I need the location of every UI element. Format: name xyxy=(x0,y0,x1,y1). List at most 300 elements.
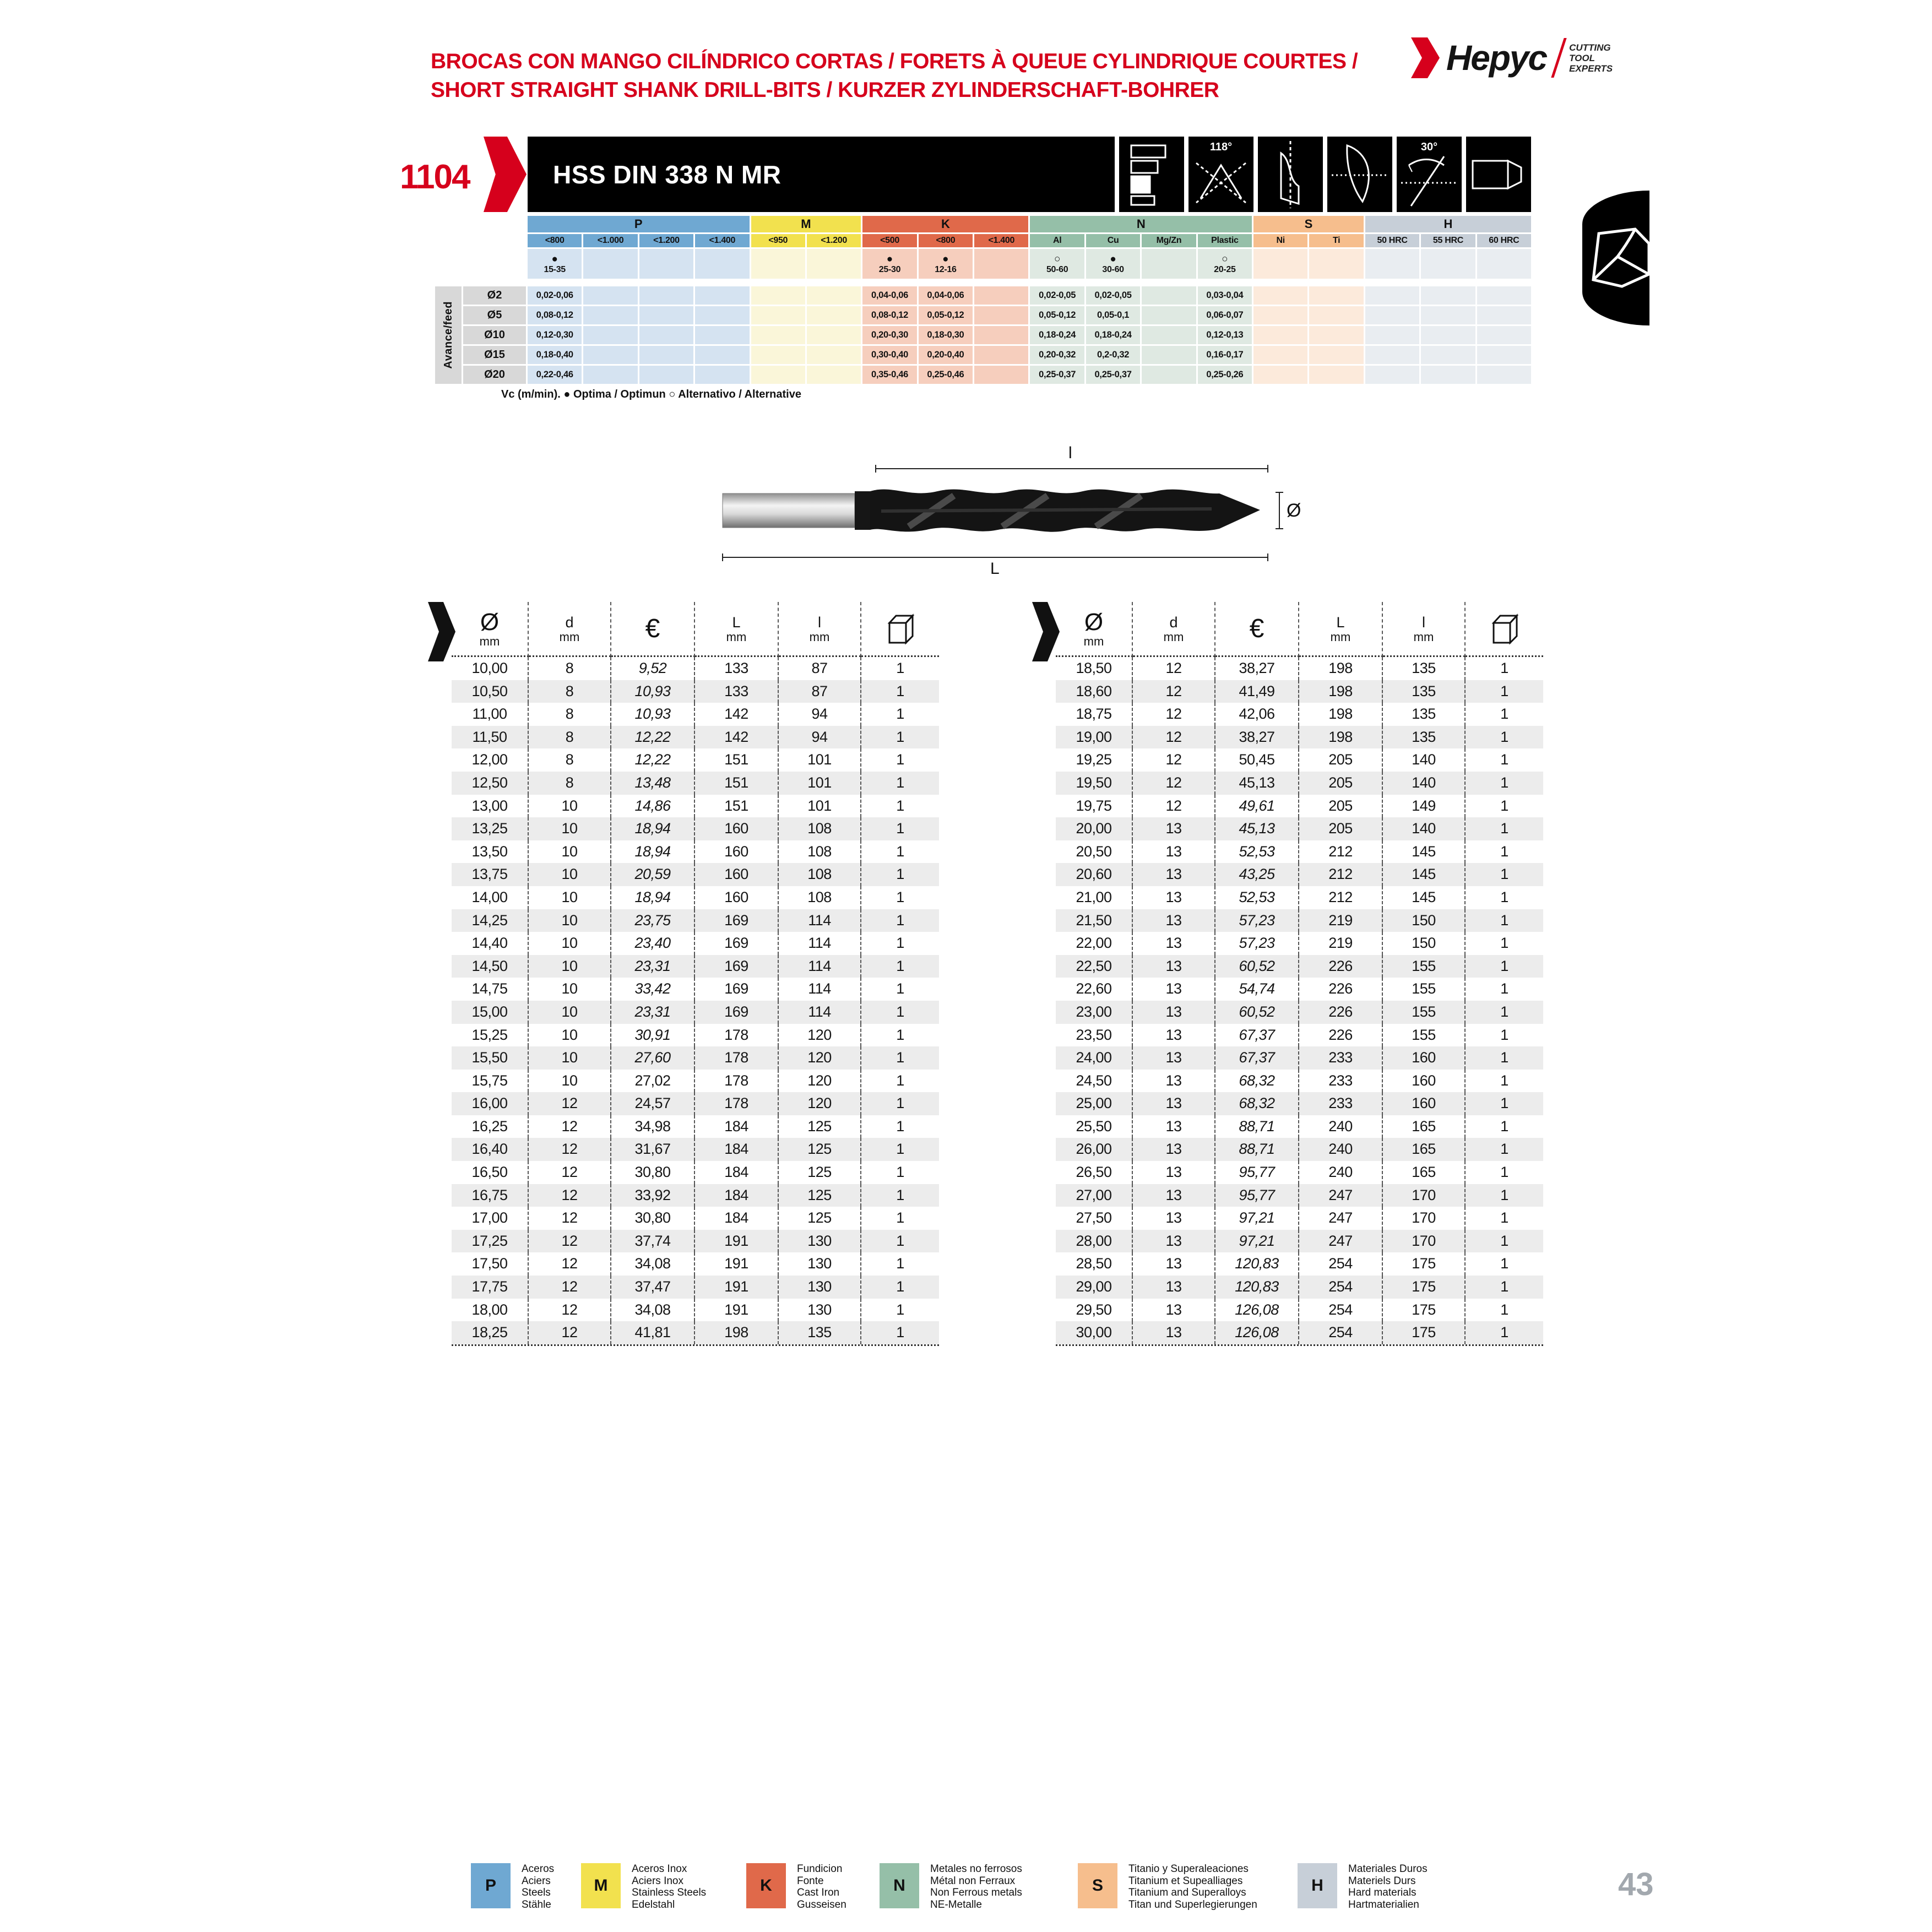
pack-cell: 1 xyxy=(1500,935,1508,952)
legend-text-line: Edelstahl xyxy=(632,1898,675,1911)
diameter-cell: 30,00 xyxy=(1056,1321,1133,1344)
flute-length-cell: 125 xyxy=(779,1207,861,1230)
feed-value-cell xyxy=(1253,326,1307,344)
flute-length-cell: 130 xyxy=(779,1299,861,1322)
flute-length-cell: 140 xyxy=(1383,772,1466,795)
brand-logo xyxy=(1408,37,1613,78)
legend-text-line: Titanio y Superaleaciones xyxy=(1128,1863,1249,1875)
legend-text-line: Non Ferrous metals xyxy=(930,1887,1022,1898)
feed-value-cell xyxy=(807,366,861,384)
cutting-speed-cell xyxy=(1477,249,1531,279)
total-length-cell: 184 xyxy=(695,1207,779,1230)
diameter-cell: 29,50 xyxy=(1056,1299,1133,1322)
pack-cell: 1 xyxy=(1466,1276,1543,1299)
total-length-cell: 226 xyxy=(1299,1001,1383,1024)
cutting-speed-cell xyxy=(1253,249,1307,279)
pack-cell: 1 xyxy=(1500,705,1508,723)
flute-length-cell: 160 xyxy=(1383,1046,1466,1070)
legend-item-M xyxy=(581,1863,706,1911)
cutting-speed-cell xyxy=(1365,249,1419,279)
diameter-cell: 26,50 xyxy=(1056,1161,1133,1184)
shank-cell: 12 xyxy=(529,1321,611,1344)
flute-length-cell: 170 xyxy=(1383,1230,1466,1253)
drill-tip-icon xyxy=(1258,137,1323,212)
flute-length-cell: 125 xyxy=(779,1115,861,1138)
shank-unit: mm xyxy=(1163,629,1184,644)
shank-cell: 10 xyxy=(529,1001,611,1024)
pack-cell: 1 xyxy=(1466,1138,1543,1161)
diameter-cell: 14,40 xyxy=(452,932,529,955)
pack-cell: 1 xyxy=(1500,1255,1508,1272)
column-header-shank xyxy=(529,602,611,657)
shank-cell: 12 xyxy=(529,1276,611,1299)
total-length-cell: 191 xyxy=(695,1276,779,1299)
diameter-cell: 15,25 xyxy=(452,1024,529,1047)
pack-cell: 1 xyxy=(1466,955,1543,978)
total-length-cell: 184 xyxy=(695,1115,779,1138)
total-length-cell: 254 xyxy=(1299,1276,1383,1299)
price-cell: 126,08 xyxy=(1215,1321,1299,1344)
total-length-cell: 198 xyxy=(695,1321,779,1344)
flute-length-cell: 145 xyxy=(1383,863,1466,886)
shank-symbol: d xyxy=(565,614,574,631)
feed-value-cell xyxy=(1142,326,1196,344)
price-cell: 33,92 xyxy=(611,1184,695,1207)
feed-value-cell xyxy=(639,286,693,305)
shank-cell: 10 xyxy=(529,795,611,818)
material-group-N: N xyxy=(1030,216,1252,232)
flute-length-cell: 135 xyxy=(1383,703,1466,726)
price-cell: 60,52 xyxy=(1215,1001,1299,1024)
tagline-line-3: EXPERTS xyxy=(1569,63,1613,74)
shank-cell: 13 xyxy=(1133,1161,1215,1184)
flute-length-cell: 114 xyxy=(779,978,861,1001)
pack-cell: 1 xyxy=(1466,726,1543,749)
pack-cell: 1 xyxy=(861,680,939,703)
page-number: 43 xyxy=(1618,1866,1654,1902)
flute-length-cell: 149 xyxy=(1383,795,1466,818)
price-cell: 67,37 xyxy=(1215,1024,1299,1047)
shank-cell: 8 xyxy=(529,772,611,795)
legend-color-box-K: K xyxy=(746,1863,786,1908)
diameter-cell: 16,00 xyxy=(452,1092,529,1115)
feed-value-cell xyxy=(1253,306,1307,324)
diameter-cell: 12,00 xyxy=(452,748,529,772)
total-length-cell: 240 xyxy=(1299,1115,1383,1138)
legend-item-P xyxy=(471,1863,554,1911)
price-cell: 50,45 xyxy=(1215,748,1299,772)
shank-cell: 13 xyxy=(1133,1092,1215,1115)
legend-text-line: Gusseisen xyxy=(797,1898,846,1911)
shank-cell: 13 xyxy=(1133,1046,1215,1070)
shank-cell: 8 xyxy=(529,748,611,772)
total-length-cell: 205 xyxy=(1299,748,1383,772)
flute-length-cell: 94 xyxy=(779,703,861,726)
shank-cell: 12 xyxy=(529,1299,611,1322)
total-length-cell: 151 xyxy=(695,748,779,772)
feed-value-cell xyxy=(1421,346,1475,364)
pack-cell: 1 xyxy=(896,1301,904,1318)
feed-value-cell: 0,06-0,07 xyxy=(1198,306,1252,324)
shank-cell: 13 xyxy=(1133,1001,1215,1024)
feed-value-cell xyxy=(1365,306,1419,324)
price-cell: 45,13 xyxy=(1215,817,1299,840)
shank-cell: 12 xyxy=(529,1161,611,1184)
diameter-cell: 28,00 xyxy=(1056,1230,1133,1253)
feed-value-cell: 0,04-0,06 xyxy=(919,286,973,305)
total-length-cell: 212 xyxy=(1299,840,1383,864)
total-length-cell: 219 xyxy=(1299,909,1383,932)
diameter-cell: 20,50 xyxy=(1056,840,1133,864)
price-cell: 54,74 xyxy=(1215,978,1299,1001)
flute-length-symbol: l xyxy=(1422,614,1425,631)
price-cell: 24,57 xyxy=(611,1092,695,1115)
total-length-cell: 205 xyxy=(1299,772,1383,795)
feed-value-cell xyxy=(1253,366,1307,384)
flute-length-label: l xyxy=(1068,444,1072,462)
flute-length-cell: 155 xyxy=(1383,978,1466,1001)
flute-length-cell: 135 xyxy=(1383,657,1466,680)
diameter-cell: 15,00 xyxy=(452,1001,529,1024)
shank-cell: 12 xyxy=(1133,726,1215,749)
diameter-cell: 16,25 xyxy=(452,1115,529,1138)
feed-value-cell xyxy=(751,326,805,344)
flute-length-cell: 120 xyxy=(779,1024,861,1047)
tagline-line-2: TOOL xyxy=(1569,52,1595,63)
shank-cell: 13 xyxy=(1133,1115,1215,1138)
pack-cell: 1 xyxy=(861,1230,939,1253)
shank-cell: 12 xyxy=(529,1115,611,1138)
price-cell: 95,77 xyxy=(1215,1161,1299,1184)
title-line-1: BROCAS CON MANGO CILÍNDRICO CORTAS / FORETS À QUEUE CYLINDRIQUE COURTES / xyxy=(431,50,1358,73)
diameter-cell: 18,50 xyxy=(1056,657,1133,680)
material-subcolumn: <950 xyxy=(751,234,805,247)
pack-cell: 1 xyxy=(896,980,904,997)
shank-cell: 12 xyxy=(1133,748,1215,772)
cutting-speed-cell xyxy=(528,249,582,279)
diameter-cell: 18,75 xyxy=(1056,703,1133,726)
feed-value-cell xyxy=(1142,366,1196,384)
drill-illustration xyxy=(716,452,1300,570)
diameter-cell: 25,50 xyxy=(1056,1115,1133,1138)
pack-cell: 1 xyxy=(861,1138,939,1161)
legend-text-line: Cast Iron xyxy=(797,1887,840,1898)
flute-length-cell: 155 xyxy=(1383,1001,1466,1024)
flute-length-cell: 87 xyxy=(779,657,861,680)
price-cell: 34,08 xyxy=(611,1252,695,1276)
feed-value-cell xyxy=(1365,346,1419,364)
price-table-right xyxy=(1031,602,1543,1346)
feed-value-cell: 0,30-0,40 xyxy=(862,346,916,364)
diameter-cell: 20,60 xyxy=(1056,863,1133,886)
pack-cell: 1 xyxy=(1466,680,1543,703)
pack-cell: 1 xyxy=(861,1321,939,1344)
product-banner xyxy=(528,137,1531,212)
flute-length-unit: mm xyxy=(1413,629,1434,644)
legend-text-line: Métal non Ferraux xyxy=(930,1875,1016,1887)
feed-value-cell xyxy=(807,346,861,364)
drill-point-sketch-icon xyxy=(1582,191,1649,325)
feed-value-cell: 0,25-0,37 xyxy=(1030,366,1084,384)
flute-length-cell: 114 xyxy=(779,955,861,978)
feed-value-cell xyxy=(1309,366,1363,384)
flute-length-cell: 150 xyxy=(1383,909,1466,932)
legend-text-line: Stainless Steels xyxy=(632,1887,707,1898)
material-subcolumn: Ni xyxy=(1253,234,1307,247)
price-cell: 34,98 xyxy=(611,1115,695,1138)
material-subcolumn: Al xyxy=(1030,234,1084,247)
diameter-cell: 16,40 xyxy=(452,1138,529,1161)
flute-length-cell: 120 xyxy=(779,1070,861,1093)
feed-value-cell: 0,12-0,30 xyxy=(528,326,582,344)
diameter-cell: 13,50 xyxy=(452,840,529,864)
pack-cell: 1 xyxy=(1500,1026,1508,1043)
price-cell: 41,49 xyxy=(1215,680,1299,703)
feed-axis-text: Avance/feed xyxy=(442,301,454,369)
total-length-cell: 191 xyxy=(695,1299,779,1322)
price-cell: 37,47 xyxy=(611,1276,695,1299)
legend-color-box-M: M xyxy=(581,1863,621,1908)
box-icon xyxy=(886,613,915,645)
total-length-cell: 160 xyxy=(695,817,779,840)
diameter-cell: 28,50 xyxy=(1056,1252,1133,1276)
pack-cell: 1 xyxy=(1466,1230,1543,1253)
pack-cell: 1 xyxy=(1500,1209,1508,1227)
column-header-price xyxy=(1215,602,1299,657)
price-cell: 18,94 xyxy=(611,817,695,840)
shank-cell: 8 xyxy=(529,657,611,680)
pack-cell: 1 xyxy=(896,751,904,768)
pack-cell: 1 xyxy=(861,1092,939,1115)
diameter-cell: 19,00 xyxy=(1056,726,1133,749)
feed-value-cell: 0,20-0,30 xyxy=(862,326,916,344)
cutting-speed-value: 25-30 xyxy=(878,264,901,274)
page-title xyxy=(431,47,1358,105)
diameter-cell: 24,00 xyxy=(1056,1046,1133,1070)
price-cell: 38,27 xyxy=(1215,726,1299,749)
flute-length-cell: 101 xyxy=(779,795,861,818)
feed-value-cell xyxy=(974,306,1028,324)
diameter-cell: 17,75 xyxy=(452,1276,529,1299)
feed-value-cell xyxy=(751,286,805,305)
material-group-M: M xyxy=(751,216,861,232)
total-length-cell: 254 xyxy=(1299,1321,1383,1344)
cutting-speed-cell xyxy=(1421,249,1475,279)
pack-cell: 1 xyxy=(1466,909,1543,932)
total-length-label: L xyxy=(990,560,1000,578)
feed-value-cell: 0,20-0,40 xyxy=(919,346,973,364)
flute-length-cell: 145 xyxy=(1383,840,1466,864)
brand-name: Hepyc xyxy=(1446,38,1547,78)
legend-text-line: Aciers Inox xyxy=(632,1875,683,1887)
pack-cell: 1 xyxy=(1466,863,1543,886)
feed-value-cell: 0,12-0,13 xyxy=(1198,326,1252,344)
shank-cell: 10 xyxy=(529,909,611,932)
flute-length-cell: 170 xyxy=(1383,1207,1466,1230)
diameter-cell: 14,75 xyxy=(452,978,529,1001)
column-header-price xyxy=(611,602,695,657)
total-length-cell: 184 xyxy=(695,1184,779,1207)
pack-cell: 1 xyxy=(1500,1072,1508,1089)
flute-length-cell: 135 xyxy=(1383,680,1466,703)
helix-angle-icon xyxy=(1397,137,1462,212)
shank-cell: 10 xyxy=(529,817,611,840)
total-length-cell: 226 xyxy=(1299,955,1383,978)
flute-length-cell: 135 xyxy=(779,1321,861,1344)
shank-cell: 13 xyxy=(1133,1299,1215,1322)
price-cell: 60,52 xyxy=(1215,955,1299,978)
price-cell: 23,31 xyxy=(611,955,695,978)
diameter-cell: 19,25 xyxy=(1056,748,1133,772)
feed-row-label: Ø2 xyxy=(463,286,526,305)
pack-cell: 1 xyxy=(1500,843,1508,860)
shank-cell: 8 xyxy=(529,680,611,703)
shank-cell: 13 xyxy=(1133,932,1215,955)
price-cell: 43,25 xyxy=(1215,863,1299,886)
flute-length-cell: 101 xyxy=(779,772,861,795)
material-subcolumn: <800 xyxy=(919,234,973,247)
pack-cell: 1 xyxy=(896,888,904,905)
price-cell: 67,37 xyxy=(1215,1046,1299,1070)
diameter-cell: 18,00 xyxy=(452,1299,529,1322)
shank-cell: 13 xyxy=(1133,909,1215,932)
euro-symbol: € xyxy=(645,614,660,643)
pack-cell: 1 xyxy=(1466,1184,1543,1207)
total-length-cell: 184 xyxy=(695,1161,779,1184)
flute-length-cell: 108 xyxy=(779,863,861,886)
diameter-cell: 29,00 xyxy=(1056,1276,1133,1299)
feed-value-cell xyxy=(807,326,861,344)
price-cell: 33,42 xyxy=(611,978,695,1001)
material-subcolumn: 55 HRC xyxy=(1421,234,1475,247)
cutting-speed-value: 15-35 xyxy=(544,264,566,274)
price-cell: 10,93 xyxy=(611,680,695,703)
shank-cell: 10 xyxy=(529,863,611,886)
feed-value-cell xyxy=(1477,286,1531,305)
material-subcolumn: <1.400 xyxy=(974,234,1028,247)
pack-cell: 1 xyxy=(1466,1321,1543,1344)
feed-table xyxy=(435,286,1531,384)
shank-cell: 13 xyxy=(1133,1024,1215,1047)
feed-value-cell xyxy=(639,326,693,344)
feed-value-cell: 0,02-0,06 xyxy=(528,286,582,305)
feed-value-cell xyxy=(1142,346,1196,364)
diameter-cell: 23,00 xyxy=(1056,1001,1133,1024)
feed-value-cell xyxy=(1477,366,1531,384)
cutting-speed-cell xyxy=(1309,249,1363,279)
pack-cell: 1 xyxy=(896,1164,904,1181)
price-cell: 37,74 xyxy=(611,1230,695,1253)
feed-value-cell xyxy=(695,366,749,384)
total-length-cell: 178 xyxy=(695,1070,779,1093)
shank-cell: 13 xyxy=(1133,863,1215,886)
total-length-cell: 142 xyxy=(695,726,779,749)
pack-cell: 1 xyxy=(861,955,939,978)
feed-value-cell xyxy=(751,306,805,324)
shank-symbol: d xyxy=(1169,614,1178,631)
legend-text-line: Titanium and Superalloys xyxy=(1128,1887,1246,1898)
feed-value-cell: 0,2-0,32 xyxy=(1086,346,1140,364)
pack-cell: 1 xyxy=(1500,980,1508,997)
feed-value-cell xyxy=(639,346,693,364)
feed-value-cell xyxy=(1421,326,1475,344)
legend-text-line: Aceros xyxy=(522,1863,555,1875)
diameter-cell: 27,50 xyxy=(1056,1207,1133,1230)
shank-cell: 12 xyxy=(529,1184,611,1207)
material-groups-row xyxy=(528,216,1531,232)
point-angle-icon xyxy=(1188,137,1253,212)
pack-cell: 1 xyxy=(1500,797,1508,814)
column-header-packaging xyxy=(861,602,939,657)
diameter-cell: 17,50 xyxy=(452,1252,529,1276)
price-cell: 18,94 xyxy=(611,840,695,864)
pack-cell: 1 xyxy=(896,1026,904,1043)
price-cell: 41,81 xyxy=(611,1321,695,1344)
legend-item-H xyxy=(1298,1863,1428,1911)
flute-length-cell: 114 xyxy=(779,932,861,955)
flute-length-cell: 160 xyxy=(1383,1092,1466,1115)
price-cell: 42,06 xyxy=(1215,703,1299,726)
cutting-speed-cell xyxy=(751,249,805,279)
price-cell: 14,86 xyxy=(611,795,695,818)
shank-cell: 13 xyxy=(1133,1207,1215,1230)
flute-length-cell: 130 xyxy=(779,1276,861,1299)
pack-cell: 1 xyxy=(896,660,904,676)
price-cell: 9,52 xyxy=(611,657,695,680)
total-length-cell: 247 xyxy=(1299,1230,1383,1253)
shank-cell: 13 xyxy=(1133,1070,1215,1093)
total-length-cell: 198 xyxy=(1299,703,1383,726)
shank-cell: 12 xyxy=(529,1092,611,1115)
pack-cell: 1 xyxy=(896,1255,904,1272)
material-subcolumn: <800 xyxy=(528,234,582,247)
legend-text-line: Titanium et Supealliages xyxy=(1128,1875,1243,1887)
flute-length-cell: 125 xyxy=(779,1184,861,1207)
feed-value-cell: 0,08-0,12 xyxy=(528,306,582,324)
optima-marker: ● xyxy=(942,253,949,265)
price-cell: 57,23 xyxy=(1215,932,1299,955)
optima-marker: ● xyxy=(886,253,893,265)
pack-cell: 1 xyxy=(896,1072,904,1089)
feed-value-cell xyxy=(1365,286,1419,305)
total-length-cell: 191 xyxy=(695,1252,779,1276)
shank-profile-icon xyxy=(1119,137,1184,212)
logo-slash xyxy=(1551,38,1566,78)
feed-value-cell xyxy=(1142,286,1196,305)
feed-value-cell: 0,05-0,12 xyxy=(1030,306,1084,324)
cutting-speed-cell xyxy=(974,249,1028,279)
material-subcolumn: <1.400 xyxy=(695,234,749,247)
cutting-speed-value: 30-60 xyxy=(1102,264,1124,274)
pack-cell: 1 xyxy=(1466,772,1543,795)
price-cell: 20,59 xyxy=(611,863,695,886)
price-cell: 88,71 xyxy=(1215,1138,1299,1161)
flute-length-cell: 114 xyxy=(779,1001,861,1024)
shank-cell: 10 xyxy=(529,932,611,955)
shank-cell: 12 xyxy=(1133,772,1215,795)
shank-cell: 10 xyxy=(529,978,611,1001)
legend-text-line: Fonte xyxy=(797,1875,824,1887)
legend-text-line: Stähle xyxy=(522,1898,551,1911)
feed-value-cell xyxy=(751,366,805,384)
pack-cell: 1 xyxy=(1500,751,1508,768)
feed-value-cell: 0,25-0,46 xyxy=(919,366,973,384)
flute-length-cell: 165 xyxy=(1383,1115,1466,1138)
diameter-cell: 26,00 xyxy=(1056,1138,1133,1161)
shank-cell: 13 xyxy=(1133,886,1215,909)
total-length-unit: mm xyxy=(1330,629,1351,644)
diameter-cell: 20,00 xyxy=(1056,817,1133,840)
